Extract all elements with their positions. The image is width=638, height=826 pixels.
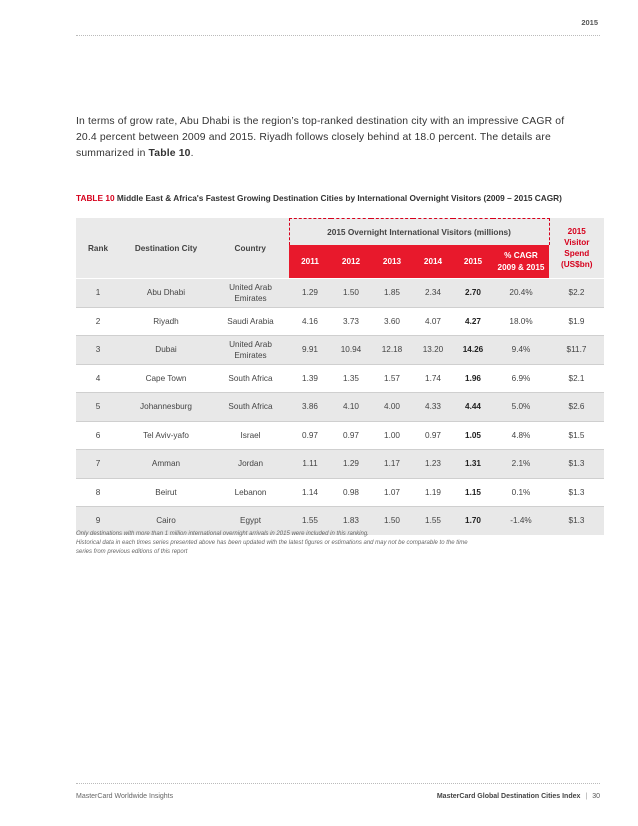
country-cell: South Africa [212, 364, 289, 393]
city-cell: Johannesburg [120, 393, 212, 422]
city-cell: Cairo [120, 507, 212, 535]
visitors-cell: 1.57 [371, 364, 413, 393]
visitors-cell: 1.83 [331, 507, 371, 535]
rank-cell: 4 [76, 364, 120, 393]
note-line: Only destinations with more than 1 million international overnight arrivals in 2015 were included in this ranking. [76, 531, 369, 537]
intro-paragraph [76, 114, 586, 162]
visitors-cell: 4.07 [413, 307, 453, 336]
visitors-cell: 2.70 [453, 279, 493, 308]
header-visitors-group: 2015 Overnight International Visitors (millions) [289, 219, 549, 246]
visitors-cell: 1.55 [413, 507, 453, 535]
intro-text: In terms of grow rate, Abu Dhabi is the region’s top-ranked destination city with an impressive CAGR of 20.4 percent between 2009 and 2015. Riyadh follows closely behind at 18.0 percent. The details are summarized in [76, 116, 565, 159]
visitors-cell: 10.94 [331, 336, 371, 365]
rank-cell: 8 [76, 478, 120, 507]
visitors-cell: 4.00 [371, 393, 413, 422]
visitors-cell: 1.96 [453, 364, 493, 393]
header-city: Destination City [120, 219, 212, 279]
city-cell: Cape Town [120, 364, 212, 393]
visitors-cell: 4.27 [453, 307, 493, 336]
header-spend [549, 219, 604, 279]
cagr-cell: 5.0% [493, 393, 549, 422]
footer-publisher: MasterCard Worldwide Insights [76, 793, 174, 800]
header-cagr-l1: % CAGR [504, 250, 538, 260]
table-row [76, 364, 604, 393]
cagr-cell: 18.0% [493, 307, 549, 336]
rank-cell: 5 [76, 393, 120, 422]
visitors-cell: 1.55 [289, 507, 331, 535]
visitors-cell: 1.17 [371, 450, 413, 479]
intro-end: . [190, 148, 194, 159]
visitors-cell: 1.29 [331, 450, 371, 479]
spend-cell: $1.3 [549, 507, 604, 535]
visitors-cell: 1.35 [331, 364, 371, 393]
visitors-cell: 14.26 [453, 336, 493, 365]
cagr-cell: -1.4% [493, 507, 549, 535]
visitors-cell: 1.70 [453, 507, 493, 535]
country-cell: Lebanon [212, 478, 289, 507]
visitors-cell: 1.14 [289, 478, 331, 507]
visitors-cell: 9.91 [289, 336, 331, 365]
visitors-cell: 13.20 [413, 336, 453, 365]
visitors-cell: 4.10 [331, 393, 371, 422]
city-cell: Amman [120, 450, 212, 479]
cagr-cell: 20.4% [493, 279, 549, 308]
table-title: Middle East & Africa's Fastest Growing Destination Cities by International Overnight Visitors (2009 – 2015 CAGR) [116, 193, 562, 203]
visitors-cell: 0.97 [289, 421, 331, 450]
page-number: 30 [592, 793, 600, 800]
visitors-cell: 1.31 [453, 450, 493, 479]
table-row [76, 393, 604, 422]
visitors-cell: 4.44 [453, 393, 493, 422]
cagr-cell: 0.1% [493, 478, 549, 507]
table-row [76, 421, 604, 450]
visitors-cell: 3.60 [371, 307, 413, 336]
rank-cell: 1 [76, 279, 120, 308]
footer-pipe: | [585, 793, 588, 800]
table-notes [76, 530, 546, 557]
country-cell: Egypt [212, 507, 289, 535]
visitors-cell: 1.85 [371, 279, 413, 308]
cagr-cell: 4.8% [493, 421, 549, 450]
country-cell: South Africa [212, 393, 289, 422]
header-country: Country [212, 219, 289, 279]
city-cell: Riyadh [120, 307, 212, 336]
spend-cell: $1.3 [549, 478, 604, 507]
rank-cell: 3 [76, 336, 120, 365]
visitors-cell: 0.98 [331, 478, 371, 507]
table-label: TABLE 10 [76, 193, 115, 203]
rank-cell: 7 [76, 450, 120, 479]
visitors-cell: 12.18 [371, 336, 413, 365]
visitors-cell: 0.97 [413, 421, 453, 450]
visitors-cell: 4.16 [289, 307, 331, 336]
spend-cell: $2.1 [549, 364, 604, 393]
visitors-cell: 1.11 [289, 450, 331, 479]
country-cell: United Arab Emirates [212, 279, 289, 308]
cagr-cell: 6.9% [493, 364, 549, 393]
table-row [76, 450, 604, 479]
rank-cell: 9 [76, 507, 120, 535]
visitors-cell: 0.97 [331, 421, 371, 450]
city-cell: Dubai [120, 336, 212, 365]
footer-title: MasterCard Global Destination Cities Index [436, 793, 581, 800]
header-spend-l4: (US$bn) [561, 260, 593, 270]
header-cagr-l2: 2009 & 2015 [497, 262, 545, 272]
visitors-cell: 3.73 [331, 307, 371, 336]
visitors-cell: 2.34 [413, 279, 453, 308]
visitors-cell: 1.39 [289, 364, 331, 393]
note-line: series from previous editions of this report [76, 549, 188, 555]
visitors-cell: 1.50 [371, 507, 413, 535]
visitors-cell: 1.19 [413, 478, 453, 507]
visitors-cell: 1.05 [453, 421, 493, 450]
visitors-cell: 1.00 [371, 421, 413, 450]
city-cell: Tel Aviv-yafo [120, 421, 212, 450]
header-year-2014: 2014 [413, 245, 453, 279]
table-row [76, 279, 604, 308]
header-year-2012: 2012 [331, 245, 371, 279]
header-divider [76, 35, 600, 36]
spend-cell: $1.9 [549, 307, 604, 336]
city-cell: Beirut [120, 478, 212, 507]
header-year-2013: 2013 [371, 245, 413, 279]
header-spend-l1: 2015 [567, 227, 586, 237]
cagr-cell: 9.4% [493, 336, 549, 365]
header-spend-l3: Spend [564, 249, 590, 259]
spend-cell: $11.7 [549, 336, 604, 365]
visitors-cell: 1.74 [413, 364, 453, 393]
visitors-cell: 3.86 [289, 393, 331, 422]
country-cell: United Arab Emirates [212, 336, 289, 365]
header-year-2011: 2011 [289, 245, 331, 279]
table-row [76, 307, 604, 336]
footer-divider [76, 783, 600, 784]
table-row [76, 336, 604, 365]
country-cell: Saudi Arabia [212, 307, 289, 336]
visitors-cell: 1.15 [453, 478, 493, 507]
table-caption [76, 193, 596, 203]
country-cell: Israel [212, 421, 289, 450]
header-year-2015: 2015 [453, 245, 493, 279]
intro-table-ref: Table 10 [148, 148, 191, 159]
footer-right [437, 793, 600, 800]
rank-cell: 6 [76, 421, 120, 450]
visitors-cell: 1.29 [289, 279, 331, 308]
spend-cell: $2.6 [549, 393, 604, 422]
spend-cell: $1.3 [549, 450, 604, 479]
spend-cell: $2.2 [549, 279, 604, 308]
visitors-cell: 1.07 [371, 478, 413, 507]
country-cell: Jordan [212, 450, 289, 479]
header-spend-l2: Visitor [564, 238, 590, 248]
visitors-cell: 4.33 [413, 393, 453, 422]
city-cell: Abu Dhabi [120, 279, 212, 308]
note-line: Historical data in each times series presented above has been updated with the latest figures or estimations and may not be comparable to the time [76, 540, 468, 546]
table-row [76, 478, 604, 507]
page-year: 2015 [581, 18, 598, 27]
rank-cell: 2 [76, 307, 120, 336]
cagr-cell: 2.1% [493, 450, 549, 479]
visitors-cell: 1.50 [331, 279, 371, 308]
header-cagr [493, 245, 549, 279]
visitors-cell: 1.23 [413, 450, 453, 479]
header-rank: Rank [76, 219, 120, 279]
spend-cell: $1.5 [549, 421, 604, 450]
data-table [76, 218, 604, 535]
